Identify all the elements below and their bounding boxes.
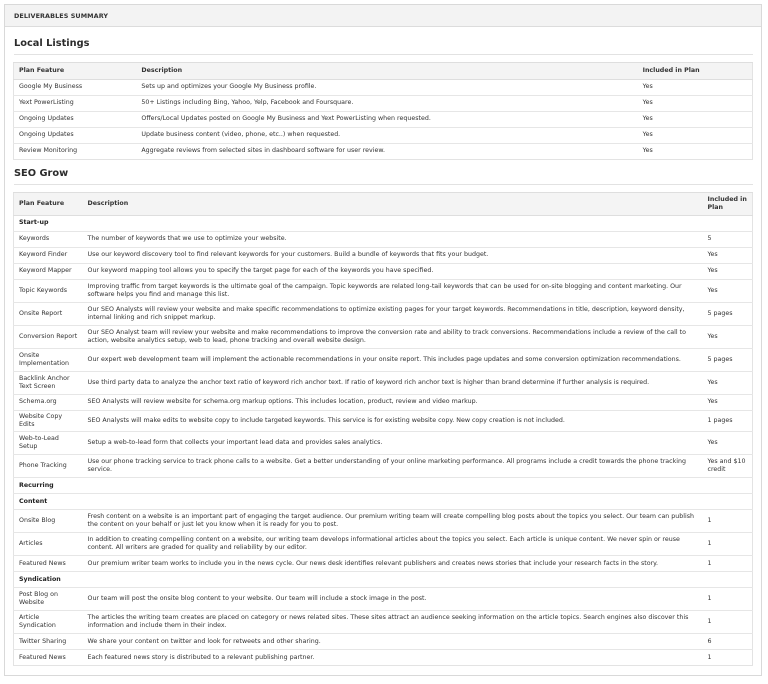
group-label: Start-up xyxy=(14,216,753,232)
included-cell: Yes xyxy=(703,395,753,411)
description-cell: Use our phone tracking service to track phone calls to a website. Get a better understanding of your online marketing performance. All programs include a credit towards the phone tracking service. xyxy=(82,455,702,478)
table-row xyxy=(14,80,753,96)
description-cell: SEO Analysts will review website for schema.org markup options. This includes location, product, review and video markup. xyxy=(82,395,702,411)
table-row xyxy=(14,372,753,395)
header-plan-feature: Plan Feature xyxy=(14,63,137,80)
table-row xyxy=(14,96,753,112)
included-cell: 6 xyxy=(703,634,753,650)
description-cell: Our SEO Analyst team will review your website and make recommendations to improve the conversion rate and ability to track conversions. Recommendations include a review of the call to action, website analytics setup, web to lead, phone tracking and overall website design. xyxy=(82,326,702,349)
table-row xyxy=(14,650,753,666)
description-cell: In addition to creating compelling content on a website, our writing team develops informational articles about the topics you select. Each article is unique content. We never spin or reuse content. All writers are graded for quality and reliability by our editor. xyxy=(82,533,702,556)
description-cell: Use our keyword discovery tool to find relevant keywords for your customers. Build a bundle of keywords that fits your budget. xyxy=(82,248,702,264)
included-cell: Yes xyxy=(638,144,753,160)
plan-feature-cell: Google My Business xyxy=(14,80,137,96)
deliverables-panel xyxy=(4,4,762,676)
included-cell: 1 xyxy=(703,556,753,572)
included-cell: Yes xyxy=(703,372,753,395)
included-cell: Yes xyxy=(638,112,753,128)
description-cell: 50+ Listings including Bing, Yahoo, Yelp, Facebook and Foursquare. xyxy=(136,96,637,112)
plan-feature-cell: Yext PowerListing xyxy=(14,96,137,112)
seo-grow-table xyxy=(13,192,753,666)
table-row xyxy=(14,112,753,128)
panel-title: DELIVERABLES SUMMARY xyxy=(5,5,761,27)
description-cell: Our SEO Analysts will review your website and make specific recommendations to optimize existing pages for your target keywords. Recommendations in title, description, keyword density, internal linking and rich snippet markup. xyxy=(82,303,702,326)
plan-feature-cell: Keyword Mapper xyxy=(14,264,83,280)
table-row xyxy=(14,634,753,650)
plan-feature-cell: Topic Keywords xyxy=(14,280,83,303)
table-row xyxy=(14,349,753,372)
group-label: Content xyxy=(14,494,753,510)
included-cell: 1 xyxy=(703,533,753,556)
table-row xyxy=(14,556,753,572)
description-cell: Offers/Local Updates posted on Google My Business and Yext PowerListing when requested. xyxy=(136,112,637,128)
table-row xyxy=(14,455,753,478)
table-row xyxy=(14,533,753,556)
description-cell: Each featured news story is distributed to a relevant publishing partner. xyxy=(82,650,702,666)
included-cell: Yes xyxy=(703,264,753,280)
plan-feature-cell: Onsite Blog xyxy=(14,510,83,533)
included-cell: Yes xyxy=(703,248,753,264)
included-cell: Yes xyxy=(703,432,753,455)
included-cell: 1 xyxy=(703,510,753,533)
plan-feature-cell: Phone Tracking xyxy=(14,455,83,478)
description-cell: Update business content (video, phone, etc..) when requested. xyxy=(136,128,637,144)
included-cell: 1 pages xyxy=(703,411,753,432)
group-row xyxy=(14,216,753,232)
plan-feature-cell: Ongoing Updates xyxy=(14,112,137,128)
header-description: Description xyxy=(82,193,702,216)
description-cell: Aggregate reviews from selected sites in dashboard software for user review. xyxy=(136,144,637,160)
included-cell: 5 pages xyxy=(703,349,753,372)
table-row xyxy=(14,411,753,432)
local-listings-body xyxy=(14,80,753,160)
table-row xyxy=(14,232,753,248)
table-row xyxy=(14,395,753,411)
included-cell: Yes xyxy=(638,96,753,112)
table-row xyxy=(14,303,753,326)
plan-feature-cell: Website Copy Edits xyxy=(14,411,83,432)
table-row xyxy=(14,128,753,144)
panel-body xyxy=(5,38,761,666)
group-row xyxy=(14,478,753,494)
local-listings-title: Local Listings xyxy=(14,38,753,55)
plan-feature-cell: Onsite Report xyxy=(14,303,83,326)
table-header-row xyxy=(14,63,753,80)
description-cell: Our team will post the onsite blog content to your website. Our team will include a stock image in the post. xyxy=(82,588,702,611)
plan-feature-cell: Conversion Report xyxy=(14,326,83,349)
table-row xyxy=(14,611,753,634)
seo-grow-title: SEO Grow xyxy=(14,168,753,185)
table-row xyxy=(14,588,753,611)
table-header-row xyxy=(14,193,753,216)
header-included: Included in Plan xyxy=(703,193,753,216)
plan-feature-cell: Featured News xyxy=(14,650,83,666)
included-cell: 1 xyxy=(703,611,753,634)
description-cell: Sets up and optimizes your Google My Business profile. xyxy=(136,80,637,96)
included-cell: 5 pages xyxy=(703,303,753,326)
description-cell: We share your content on twitter and look for retweets and other sharing. xyxy=(82,634,702,650)
plan-feature-cell: Review Monitoring xyxy=(14,144,137,160)
group-row xyxy=(14,572,753,588)
plan-feature-cell: Featured News xyxy=(14,556,83,572)
table-row xyxy=(14,326,753,349)
plan-feature-cell: Backlink Anchor Text Screen xyxy=(14,372,83,395)
description-cell: Fresh content on a website is an important part of engaging the target audience. Our premium writing team will create compelling blog posts about the topics you select. Our team can publish the content on your behalf or just let you know when it is ready for you to post. xyxy=(82,510,702,533)
local-listings-table xyxy=(13,62,753,160)
table-row xyxy=(14,248,753,264)
description-cell: Our premium writer team works to include you in the news cycle. Our news desk identifies relevant publishers and creates news stories that include your research facts in the story. xyxy=(82,556,702,572)
description-cell: SEO Analysts will make edits to website copy to include targeted keywords. This service is for existing website copy. New copy creation is not included. xyxy=(82,411,702,432)
plan-feature-cell: Article Syndication xyxy=(14,611,83,634)
description-cell: Use third party data to analyze the anchor text ratio of keyword rich anchor text. If ratio of keyword rich anchor text is higher than brand determine if further analysis is required. xyxy=(82,372,702,395)
included-cell: 1 xyxy=(703,650,753,666)
seo-grow-body xyxy=(14,216,753,666)
included-cell: 5 xyxy=(703,232,753,248)
plan-feature-cell: Twitter Sharing xyxy=(14,634,83,650)
description-cell: Our expert web development team will implement the actionable recommendations in your onsite report. This includes page updates and some conversion optimization recommendations. xyxy=(82,349,702,372)
included-cell: 1 xyxy=(703,588,753,611)
plan-feature-cell: Web-to-Lead Setup xyxy=(14,432,83,455)
table-row xyxy=(14,432,753,455)
table-row xyxy=(14,144,753,160)
plan-feature-cell: Schema.org xyxy=(14,395,83,411)
group-label: Recurring xyxy=(14,478,753,494)
header-description: Description xyxy=(136,63,637,80)
included-cell: Yes xyxy=(638,128,753,144)
description-cell: Setup a web-to-lead form that collects your important lead data and provides sales analytics. xyxy=(82,432,702,455)
included-cell: Yes xyxy=(703,326,753,349)
plan-feature-cell: Keyword Finder xyxy=(14,248,83,264)
description-cell: Improving traffic from target keywords is the ultimate goal of the campaign. Topic keywords are related long-tail keywords that can be used for on-site blogging and content marketing. Our software helps you find and manage this list. xyxy=(82,280,702,303)
description-cell: The articles the writing team creates are placed on category or news related sites. These sites attract an audience seeking information on the article topics. Search engines also discover this information and include them in their index. xyxy=(82,611,702,634)
plan-feature-cell: Ongoing Updates xyxy=(14,128,137,144)
plan-feature-cell: Keywords xyxy=(14,232,83,248)
included-cell: Yes xyxy=(703,280,753,303)
group-row xyxy=(14,494,753,510)
plan-feature-cell: Onsite Implementation xyxy=(14,349,83,372)
plan-feature-cell: Post Blog on Website xyxy=(14,588,83,611)
included-cell: Yes xyxy=(638,80,753,96)
description-cell: The number of keywords that we use to optimize your website. xyxy=(82,232,702,248)
table-row xyxy=(14,280,753,303)
plan-feature-cell: Articles xyxy=(14,533,83,556)
table-row xyxy=(14,510,753,533)
included-cell: Yes and $10 credit xyxy=(703,455,753,478)
group-label: Syndication xyxy=(14,572,753,588)
header-plan-feature: Plan Feature xyxy=(14,193,83,216)
description-cell: Our keyword mapping tool allows you to specify the target page for each of the keywords you have specified. xyxy=(82,264,702,280)
header-included: Included in Plan xyxy=(638,63,753,80)
table-row xyxy=(14,264,753,280)
